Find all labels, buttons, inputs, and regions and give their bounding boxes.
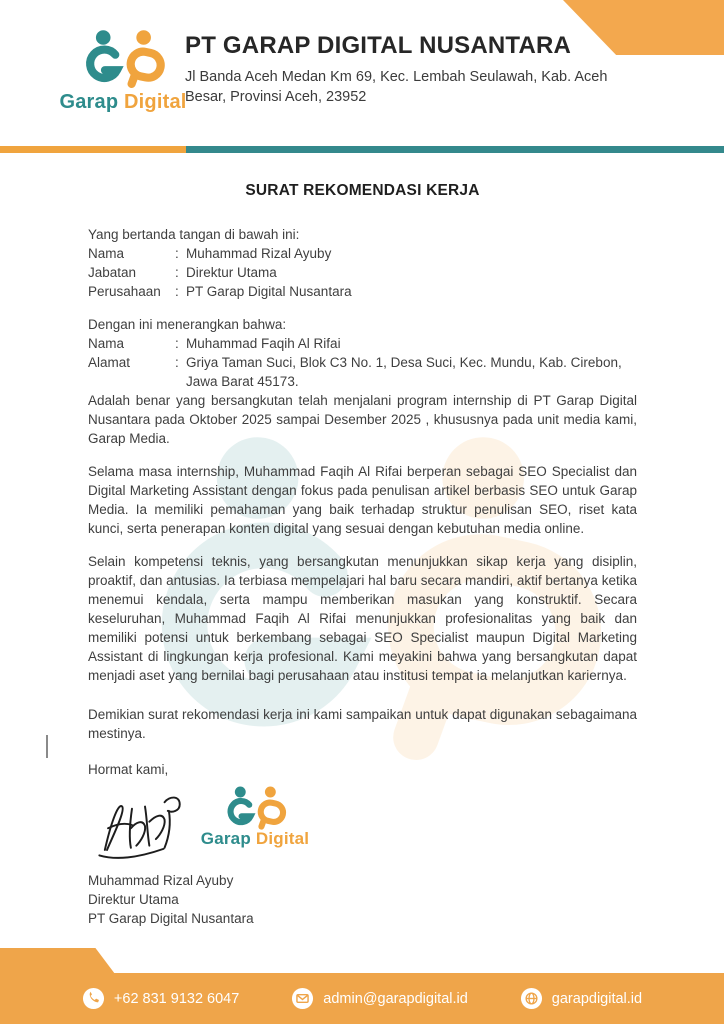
- field-colon: :: [175, 336, 179, 351]
- field-row-jabatan: [88, 263, 637, 282]
- company-logo: [58, 28, 188, 114]
- field-value: Griya Taman Suci, Blok C3 No. 1, Desa Suci, Kec. Mundu, Kab. Cirebon, Jawa Barat 45173.: [186, 355, 622, 389]
- field-label: Alamat: [88, 355, 131, 370]
- signer-intro: Yang bertanda tangan di bawah ini:: [88, 227, 300, 242]
- company-info: [185, 32, 655, 107]
- footer-website[interactable]: [520, 987, 642, 1010]
- letter-title: SURAT REKOMENDASI KERJA: [245, 182, 480, 199]
- letter-body: [88, 181, 637, 928]
- footer-contact-bar: [0, 973, 724, 1024]
- footer-phone-text: +62 831 9132 6047: [113, 990, 240, 1007]
- gd-logo-mark-icon: [80, 28, 166, 90]
- field-value: Muhammad Rizal Ayuby: [186, 246, 332, 261]
- globe-icon: [520, 987, 543, 1010]
- paragraph-attitude: Selain kompetensi teknis, yang bersangkutan menunjukkan sikap kerja yang disiplin, proaktif, dan antusias. Ia terbiasa mempelajari hal baru secara mandiri, aktif bertanya ketika menemui kendala, serta mampu memberikan masukan yang konstruktif. Secara keseluruhan, Muhammad Faqih Al Rifai menunjukkan profesionalitas yang baik dan memiliki potensi untuk berkembang sebagai SEO Specialist maupun Digital Marketing Assistant di lingkungan kerja profesional. Kami meyakini bahwa yang bersangkutan dapat menjadi aset yang bernilai bagi perusahaan atau institusi tempat ia melanjutkan kariernya.: [88, 554, 637, 683]
- signer-name: Muhammad Rizal Ayuby: [88, 873, 234, 888]
- field-row-alamat: [88, 353, 637, 391]
- paragraph-internship: Adalah benar yang bersangkutan telah menjalani program internship di PT Garap Digital Nusantara pada Oktober 2025 sampai Desember 2025 , khususnya pada unit media kami, Garap Media.: [88, 393, 637, 446]
- signer-section: [88, 225, 637, 301]
- logo-word-garap: Garap: [200, 829, 251, 848]
- signature-block: [88, 871, 637, 928]
- footer-accent-tab: [0, 948, 115, 974]
- header-divider-accent: [0, 146, 186, 153]
- footer-website-text: garapdigital.id: [551, 990, 643, 1007]
- signer-title: Direktur Utama: [88, 892, 179, 907]
- signer-company: PT Garap Digital Nusantara: [88, 911, 254, 926]
- mail-icon: [291, 987, 314, 1010]
- field-row-nama2: [88, 334, 637, 353]
- field-label: Perusahaan: [88, 284, 161, 299]
- signature-stamp-logo: [166, 785, 344, 848]
- company-name: PT GARAP DIGITAL NUSANTARA: [185, 32, 572, 59]
- field-colon: :: [175, 355, 179, 370]
- field-value: Muhammad Faqih Al Rifai: [186, 336, 341, 351]
- subject-section: [88, 315, 637, 448]
- subject-intro: Dengan ini menerangkan bahwa:: [88, 317, 287, 332]
- field-colon: :: [175, 265, 179, 280]
- field-colon: :: [175, 284, 179, 299]
- letterhead: [0, 0, 724, 146]
- logo-word-digital: Digital: [124, 91, 187, 113]
- field-label: Jabatan: [88, 265, 137, 280]
- gd-logo-mark-icon: [223, 785, 287, 831]
- header-divider: [0, 146, 724, 153]
- footer-email[interactable]: [291, 987, 468, 1010]
- company-address: Jl Banda Aceh Medan Km 69, Kec. Lembah Seulawah, Kab. Aceh Besar, Provinsi Aceh, 23952: [185, 69, 608, 105]
- field-label: Nama: [88, 336, 125, 351]
- whatsapp-icon: [82, 987, 105, 1010]
- stray-ink-mark: [46, 735, 48, 758]
- logo-word-digital: Digital: [255, 829, 310, 848]
- paragraph-closing-statement: Demikian surat rekomendasi kerja ini kami sampaikan untuk dapat digunakan sebagaimana mestinya.: [88, 707, 637, 741]
- field-colon: :: [175, 246, 179, 261]
- logo-wordmark: [58, 91, 188, 114]
- field-value: Direktur Utama: [186, 265, 277, 280]
- footer-phone[interactable]: [82, 987, 239, 1010]
- field-row-nama: [88, 244, 637, 263]
- field-label: Nama: [88, 246, 125, 261]
- footer-email-text: admin@garapdigital.id: [323, 990, 468, 1007]
- signature-area: [88, 783, 637, 869]
- closing-salutation: Hormat kami,: [88, 762, 169, 777]
- field-row-perusahaan: [88, 282, 637, 301]
- logo-word-garap: Garap: [59, 91, 119, 113]
- field-value: PT Garap Digital Nusantara: [186, 284, 352, 299]
- paragraph-role: Selama masa internship, Muhammad Faqih Al Rifai berperan sebagai SEO Specialist dan Digital Marketing Assistant dengan fokus pada penulisan artikel berbasis SEO untuk Garap Media. Ia memiliki pemahaman yang baik terhadap struktur penulisan SEO, riset kata kunci, serta penerapan konten digital yang sesuai dengan kebutuhan media online.: [88, 464, 637, 536]
- logo-wordmark: [166, 829, 344, 848]
